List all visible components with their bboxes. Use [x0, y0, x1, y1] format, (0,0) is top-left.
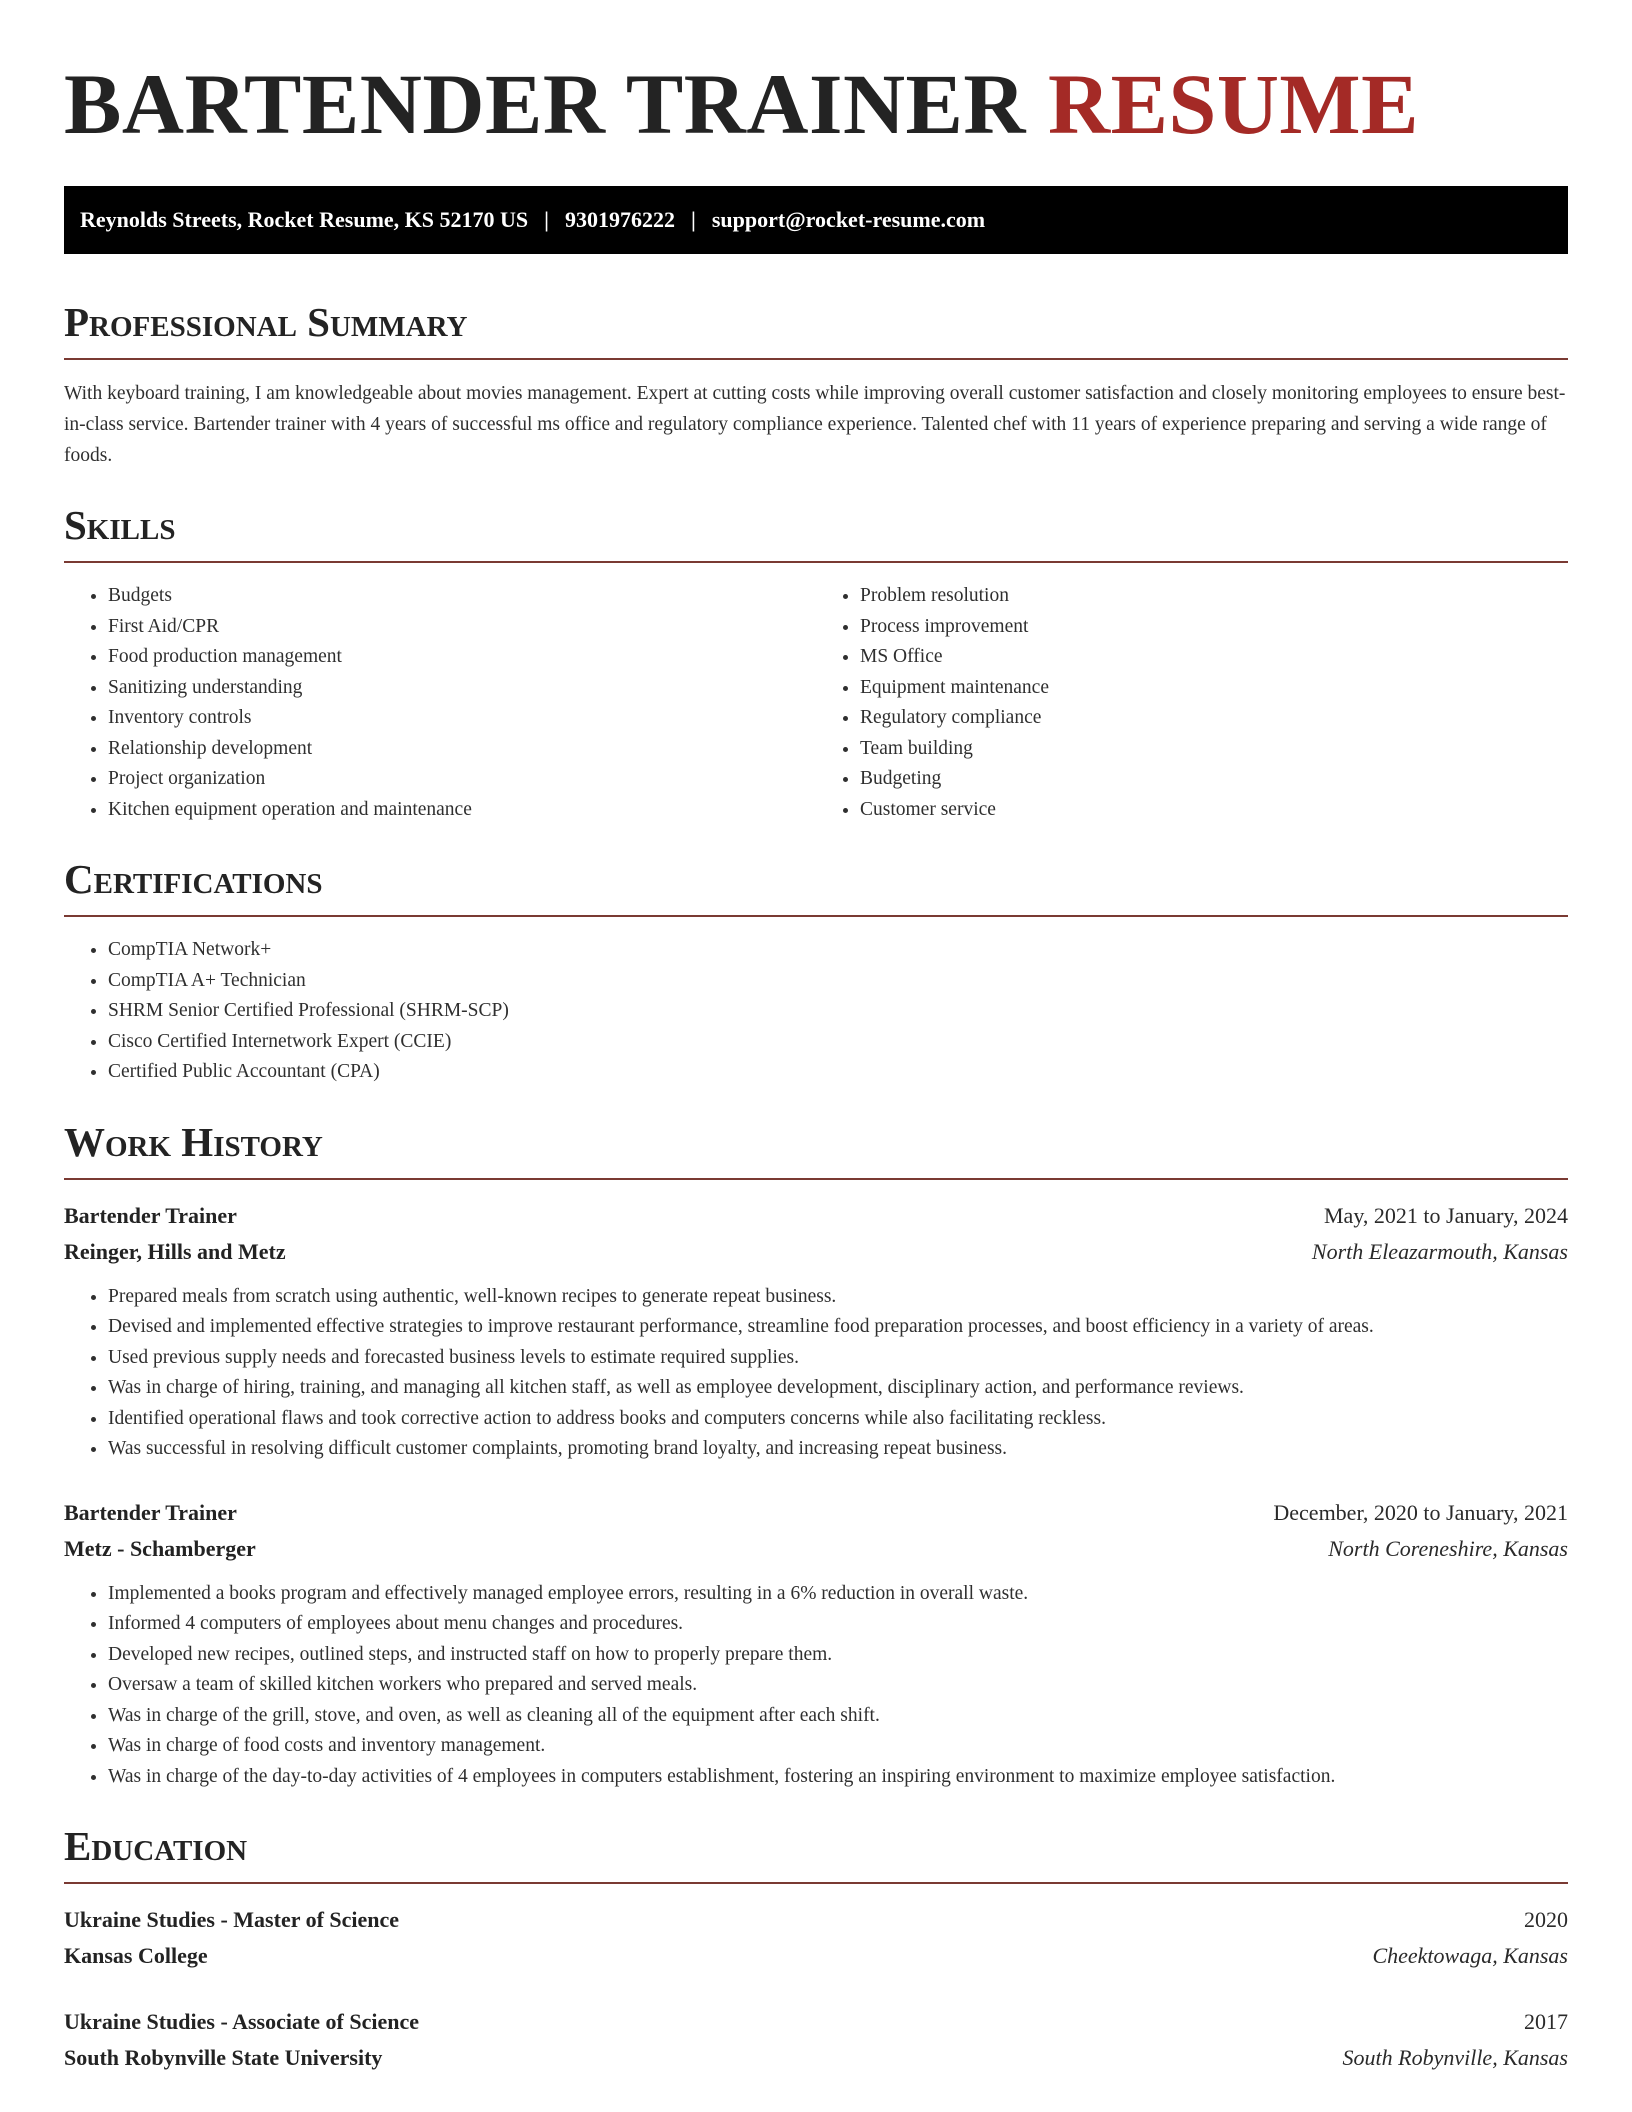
certifications-heading: Certifications [64, 855, 1568, 917]
job-bullet: • Developed new recipes, outlined steps, and instructed staff on how to properly prepare them. [108, 1640, 1568, 1671]
skills-column-left [64, 581, 816, 825]
skill-item: • Customer service [860, 795, 1568, 826]
skill-item: • MS Office [860, 642, 1568, 673]
skill-item: • Food production management [108, 642, 816, 673]
contact-separator: | [544, 207, 549, 232]
job-title: Bartender Trainer [64, 1202, 237, 1228]
skill-item: • Sanitizing understanding [108, 673, 816, 704]
education-section [64, 1822, 1568, 2076]
job-location: North Coreneshire, Kansas [1328, 1535, 1568, 1561]
job-bullet: • Informed 4 computers of employees about menu changes and procedures. [108, 1609, 1568, 1640]
resume-title [64, 56, 1568, 152]
education-year: 2017 [1524, 2009, 1568, 2034]
skills-column-right [816, 581, 1568, 825]
job-bullet: • Devised and implemented effective strategies to improve restaurant performance, streamline food preparation processes, and boost efficiency in a variety of areas. [108, 1312, 1568, 1343]
education-school: Kansas College [64, 1943, 208, 1968]
contact-separator: | [691, 207, 696, 232]
education-entry [64, 2004, 1568, 2076]
education-heading: Education [64, 1822, 1568, 1884]
skill-item: • Equipment maintenance [860, 673, 1568, 704]
skill-item: • Relationship development [108, 734, 816, 765]
job-dates: May, 2021 to January, 2024 [1324, 1202, 1568, 1228]
job-bullet: • Was successful in resolving difficult customer complaints, promoting brand loyalty, and increasing repeat business. [108, 1434, 1568, 1465]
skill-item: • Kitchen equipment operation and maintenance [108, 795, 816, 826]
skill-item: • First Aid/CPR [108, 612, 816, 643]
contact-phone: 9301976222 [565, 207, 675, 232]
skill-item: • Problem resolution [860, 581, 1568, 612]
work-history-heading: Work History [64, 1118, 1568, 1180]
certification-item: • Cisco Certified Internetwork Expert (CCIE) [108, 1027, 1568, 1058]
education-degree: Ukraine Studies - Master of Science [64, 1907, 400, 1932]
certification-item: • CompTIA A+ Technician [108, 966, 1568, 997]
job-bullet: • Was in charge of hiring, training, and managing all kitchen staff, as well as employee development, disciplinary action, and performance reviews. [108, 1373, 1568, 1404]
skill-item: • Regulatory compliance [860, 703, 1568, 734]
work-history-section [64, 1118, 1568, 1793]
contact-email: support@rocket-resume.com [711, 207, 986, 232]
job-bullet: • Identified operational flaws and took corrective action to address books and computers concerns while also facilitating reckless. [108, 1404, 1568, 1435]
skills-section [64, 501, 1568, 825]
education-year: 2020 [1524, 1907, 1568, 1932]
skill-item: • Budgeting [860, 764, 1568, 795]
title-accent: RESUME [1048, 56, 1419, 152]
certification-item: • Certified Public Accountant (CPA) [108, 1057, 1568, 1088]
summary-heading: Professional Summary [64, 298, 1568, 360]
contact-bar [64, 186, 1568, 254]
summary-text: With keyboard training, I am knowledgeable about movies management. Expert at cutting costs while improving overall customer satisfaction and closely monitoring employees to ensure best-in-class service. Bartender trainer with 4 years of successful ms office and regulatory compliance experience. Talented chef with 11 years of experience preparing and serving a wide range of foods. [64, 383, 1566, 466]
job-company: Reinger, Hills and Metz [64, 1238, 286, 1264]
job-bullet: • Used previous supply needs and forecasted business levels to estimate required supplies. [108, 1343, 1568, 1374]
job-bullet: • Was in charge of the day-to-day activities of 4 employees in computers establishment, fostering an inspiring environment to maximize employee satisfaction. [108, 1762, 1568, 1793]
education-degree: Ukraine Studies - Associate of Science [64, 2009, 420, 2034]
job-company: Metz - Schamberger [64, 1535, 256, 1561]
skill-item: • Team building [860, 734, 1568, 765]
title-main: BARTENDER TRAINER [64, 56, 1027, 152]
certification-item: • CompTIA Network+ [108, 935, 1568, 966]
job-bullet: • Oversaw a team of skilled kitchen workers who prepared and served meals. [108, 1670, 1568, 1701]
education-entry [64, 1902, 1568, 1974]
skill-item: • Project organization [108, 764, 816, 795]
job-entry [64, 1495, 1568, 1793]
summary-section [64, 298, 1568, 471]
skill-item: • Process improvement [860, 612, 1568, 643]
certification-item: • SHRM Senior Certified Professional (SHRM-SCP) [108, 996, 1568, 1027]
job-entry [64, 1198, 1568, 1465]
job-title: Bartender Trainer [64, 1499, 237, 1525]
job-dates: December, 2020 to January, 2021 [1273, 1499, 1568, 1525]
job-location: North Eleazarmouth, Kansas [1311, 1238, 1568, 1264]
contact-address: Reynolds Streets, Rocket Resume, KS 52170 US [80, 207, 529, 232]
certifications-section [64, 855, 1568, 1088]
skill-item: • Budgets [108, 581, 816, 612]
skill-item: • Inventory controls [108, 703, 816, 734]
job-bullet: • Was in charge of food costs and inventory management. [108, 1731, 1568, 1762]
education-school: South Robynville State University [64, 2045, 383, 2070]
skills-heading: Skills [64, 501, 1568, 563]
job-bullet: • Was in charge of the grill, stove, and oven, as well as cleaning all of the equipment after each shift. [108, 1701, 1568, 1732]
education-location: South Robynville, Kansas [1342, 2045, 1568, 2070]
job-bullet: • Implemented a books program and effectively managed employee errors, resulting in a 6% reduction in overall waste. [108, 1579, 1568, 1610]
education-location: Cheektowaga, Kansas [1372, 1943, 1568, 1968]
job-bullet: • Prepared meals from scratch using authentic, well-known recipes to generate repeat business. [108, 1282, 1568, 1313]
